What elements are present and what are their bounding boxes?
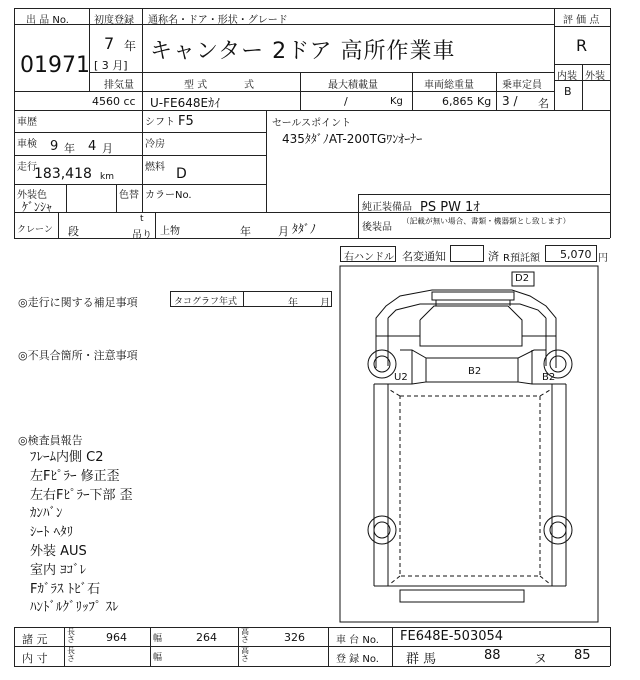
running-label: ◎走行に関する補足事項 bbox=[18, 296, 138, 309]
inspector-report-line: ﾌﾚｰﾑ内側 C2 bbox=[30, 450, 104, 465]
bed-year: 年 bbox=[240, 225, 251, 238]
first-reg-year: 7 bbox=[104, 34, 115, 53]
first-reg-label: 初度登録 bbox=[94, 15, 134, 26]
inspection-month: 4 bbox=[88, 139, 97, 154]
width-value: 264 bbox=[196, 631, 217, 644]
tachograph-year: 年 bbox=[288, 298, 298, 309]
eval-score: R bbox=[576, 36, 588, 55]
tachograph-label: タコグラフ年式 bbox=[174, 297, 238, 307]
interior-dims-label: 内 寸 bbox=[22, 652, 48, 665]
damage-mark-center: B2 bbox=[468, 366, 482, 377]
capacity: 3 / bbox=[502, 94, 518, 108]
damage-mark-left: U2 bbox=[394, 372, 408, 383]
bed-month: 月 bbox=[278, 225, 289, 238]
color-value: ｹﾞﾝｼｬ bbox=[22, 200, 53, 214]
mileage-unit: km bbox=[100, 172, 114, 182]
inspector-report-line: Fｶﾞﾗｽ ﾄﾋﾞ石 bbox=[30, 581, 101, 597]
model: U-FE648Eｶｲ bbox=[150, 96, 221, 110]
crane-stage: 段 bbox=[68, 225, 79, 238]
car-name: キャンター 2ドア 高所作業車 bbox=[150, 39, 456, 64]
color-swap-label: 色替 bbox=[119, 190, 139, 201]
crane-hang: 吊り bbox=[132, 230, 152, 241]
plate-class: 88 bbox=[484, 648, 501, 663]
exterior-label: 外装 bbox=[585, 71, 605, 82]
first-reg-year-unit: 年 bbox=[124, 39, 137, 53]
fuel-label: 燃料 bbox=[145, 162, 165, 173]
mileage-label: 走行 bbox=[17, 162, 37, 173]
ac-label: 冷房 bbox=[145, 139, 165, 150]
steering: 右ハンドル bbox=[344, 252, 394, 263]
height-value: 326 bbox=[284, 631, 305, 644]
height-label: 高さ bbox=[241, 627, 249, 644]
length-label: 長さ bbox=[67, 627, 75, 644]
dims-label: 諸 元 bbox=[22, 633, 48, 646]
sales-point-label: セールスポイント bbox=[272, 118, 352, 129]
recycle-value-label: R預託額 bbox=[503, 253, 540, 264]
inspector-report-line: 左Fﾋﾟﾗｰ 修正歪 bbox=[30, 468, 120, 484]
max-load: / bbox=[344, 95, 348, 108]
interior-label: 内装 bbox=[557, 71, 577, 82]
displacement: 4560 cc bbox=[92, 95, 136, 108]
genuine-label: 純正装備品 bbox=[362, 202, 412, 213]
name-change-label: 名変通知 bbox=[402, 250, 446, 263]
yen: 円 bbox=[598, 253, 608, 264]
inspector-label: ◎検査員報告 bbox=[18, 434, 83, 447]
interior-score: B bbox=[564, 85, 572, 98]
plate-region: 群 馬 bbox=[406, 652, 437, 667]
plate-kana: ヌ bbox=[534, 652, 548, 667]
chassis-label: 車 台 No. bbox=[336, 635, 379, 646]
mileage-value: 183,418 bbox=[34, 166, 92, 182]
inspector-report-line: ｶﾝﾊﾞﾝ bbox=[30, 506, 63, 522]
tachograph-month: 月 bbox=[320, 298, 330, 309]
chassis-value: FE648E-503054 bbox=[400, 629, 504, 644]
inspection-label: 車検 bbox=[17, 139, 37, 150]
bed-value: ﾀﾀﾞﾉ bbox=[292, 222, 317, 236]
inspection-year-unit: 年 bbox=[64, 142, 75, 155]
displacement-label: 排気量 bbox=[104, 80, 134, 91]
lot-no: 01971 bbox=[20, 53, 90, 78]
inspector-report-line: 左右Fﾋﾟﾗｰ下部 歪 bbox=[30, 487, 133, 503]
defects-label: ◎不具合箇所・注意事項 bbox=[18, 349, 138, 362]
length-value: 964 bbox=[106, 631, 127, 644]
capacity-label: 乗車定員 bbox=[502, 80, 542, 91]
lot-no-label: 出 品 No. bbox=[26, 15, 69, 26]
gross-weight-label: 車両総重量 bbox=[424, 80, 474, 91]
max-load-label: 最大積載量 bbox=[328, 80, 378, 91]
inspector-report-line: 外装 AUS bbox=[30, 544, 87, 559]
max-load-unit: Kg bbox=[390, 96, 403, 107]
interior-height-label: 高さ bbox=[241, 646, 249, 663]
capacity-unit: 名 bbox=[538, 97, 549, 110]
history-label: 車歴 bbox=[17, 117, 37, 128]
inspector-report-line: ﾊﾝﾄﾞﾙｸﾞﾘｯﾌﾟ ｽﾚ bbox=[30, 600, 119, 616]
inspection-month-unit: 月 bbox=[102, 142, 113, 155]
color-label: 外装色 bbox=[17, 190, 47, 201]
model-label-2: 式 bbox=[244, 80, 254, 91]
fuel-value: D bbox=[176, 166, 187, 182]
recycle-label: 済 bbox=[488, 250, 499, 263]
car-name-label: 通称名・ドア・形状・グレード bbox=[148, 15, 288, 26]
interior-width-label: 幅 bbox=[153, 653, 163, 663]
inspector-report-line: ｼｰﾄ ﾍﾀﾘ bbox=[30, 525, 74, 541]
gross-weight: 6,865 Kg bbox=[442, 95, 492, 108]
sales-point-text: 435ﾀﾀﾞﾉAT-200TGﾜﾝｵｰﾅｰ bbox=[282, 132, 423, 146]
color-no-label: カラーNo. bbox=[145, 190, 192, 201]
plate-label: 登 録 No. bbox=[336, 654, 379, 665]
aftermarket-note: （記載が無い場合、書類・機器類とし致します） bbox=[402, 217, 571, 227]
interior-length-label: 長さ bbox=[67, 646, 75, 663]
damage-mark-front: D2 bbox=[515, 273, 530, 284]
damage-mark-right: B2 bbox=[542, 372, 556, 383]
genuine-value: PS PW 1ｵ bbox=[420, 200, 480, 215]
plate-number: 85 bbox=[574, 648, 591, 663]
crane-t: t bbox=[140, 214, 144, 224]
shift-value: F5 bbox=[178, 114, 194, 129]
inspection-year: 9 bbox=[50, 139, 59, 154]
width-label: 幅 bbox=[153, 634, 163, 644]
recycle-amount: 5,070 bbox=[560, 248, 592, 261]
shift-label: シフト bbox=[145, 117, 175, 128]
aftermarket-label: 後装品 bbox=[362, 222, 392, 233]
eval-label: 評 価 点 bbox=[563, 15, 600, 26]
inspector-report-line: 室内 ﾖｺﾞﾚ bbox=[30, 562, 87, 578]
first-reg-month: [ 3 月] bbox=[94, 59, 128, 72]
bed-label: 上物 bbox=[160, 226, 180, 237]
model-label: 型 式 bbox=[184, 80, 208, 91]
crane-label: クレーン bbox=[17, 225, 53, 235]
